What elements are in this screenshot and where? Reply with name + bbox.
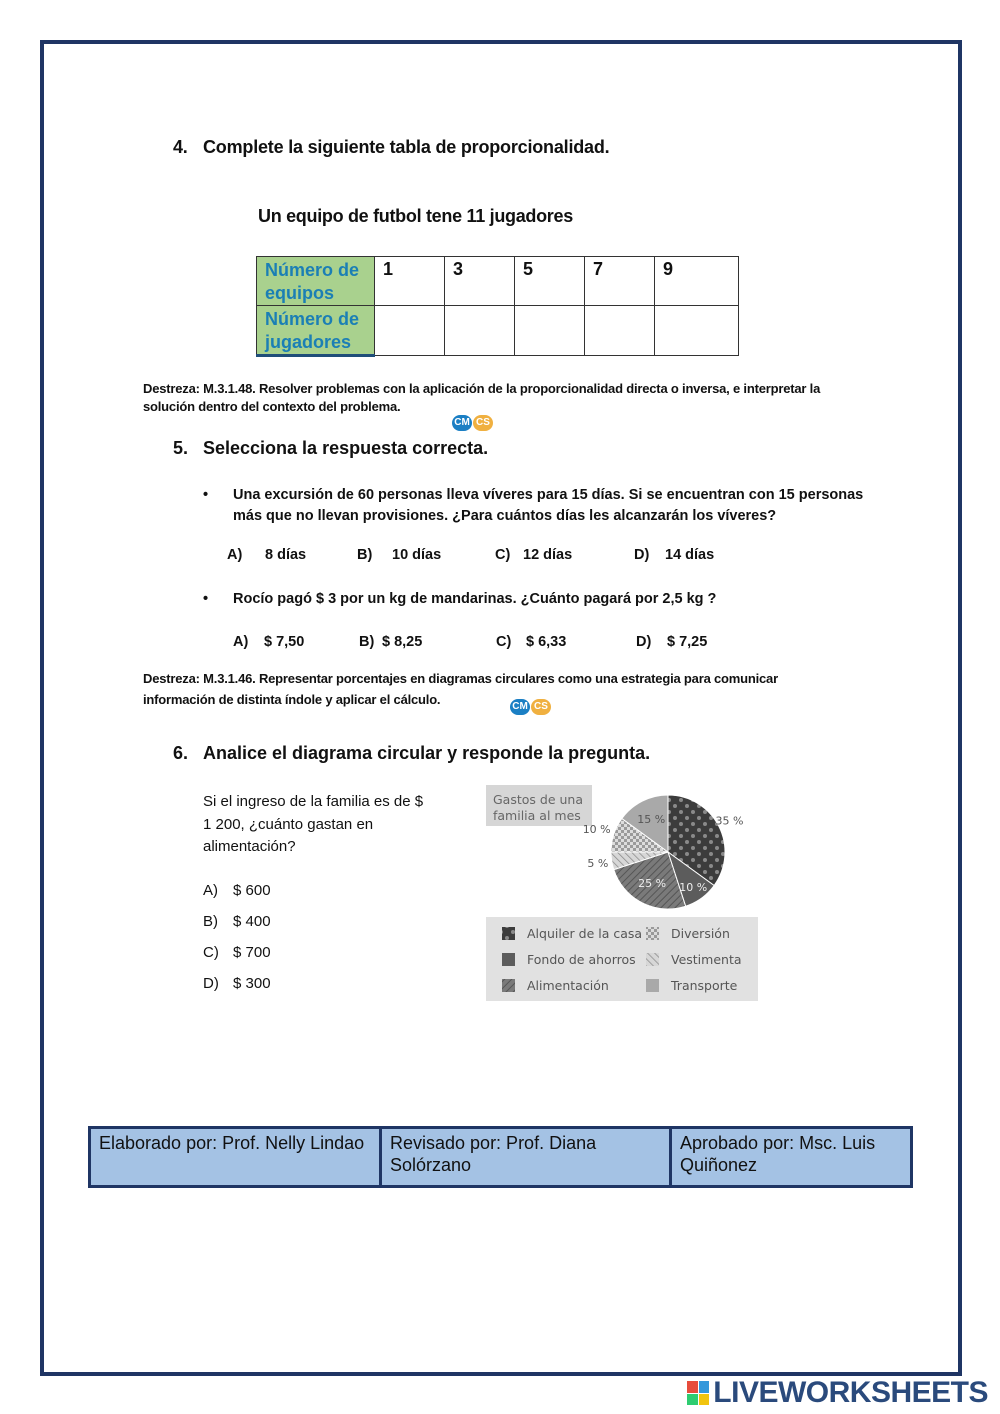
question-5-options-2 [0, 634, 1000, 654]
question-6-option-d[interactable]: D) $ 300 [203, 975, 271, 992]
question-5-item-1: • Una excursión de 60 personas lleva víveres para 15 días. Si se encuentran con 15 personas más que no llevan provisiones. ¿Para cuántos días les alcanzarán los víveres? [203, 487, 864, 524]
question-6-option-c[interactable]: C) $ 700 [203, 944, 271, 961]
competency-badges [452, 412, 493, 431]
option-a[interactable]: 8 días [265, 547, 307, 563]
question-6-title: 6. Analice el diagrama circular y responde la pregunta. [173, 743, 651, 763]
option-letter: C) [495, 547, 511, 563]
cs-badge: CS [473, 415, 493, 431]
row-header-equipos: Número de equipos [257, 257, 375, 306]
table-row [257, 306, 739, 356]
question-6-option-b[interactable]: B) $ 400 [203, 913, 271, 930]
destreza-2: Destreza: M.3.1.46. Representar porcentajes en diagramas circulares como una estrategia para comunicar información de distinta índole y aplicar el cálculo. [143, 671, 778, 707]
pie-label: 10 % [582, 822, 611, 836]
answer-cell[interactable] [585, 306, 655, 356]
option-letter: C) [496, 634, 512, 650]
legend-label: Diversión [671, 926, 730, 941]
question-4-subtitle: Un equipo de futbol tene 11 jugadores [258, 206, 573, 226]
legend-swatch [502, 979, 515, 992]
proportion-table [256, 256, 739, 357]
liveworksheets-logo: LIVEWORKSHEETS [687, 1376, 988, 1410]
answer-cell[interactable] [655, 306, 739, 356]
option-letter: A) [227, 547, 243, 563]
liveworksheets-icon [687, 1381, 709, 1405]
bullet-icon: • [203, 487, 209, 503]
answer-cell[interactable] [515, 306, 585, 356]
competency-badges [510, 696, 551, 715]
option-letter: D) [634, 547, 650, 563]
legend-label: Fondo de ahorros [527, 952, 636, 967]
legend-label: Vestimenta [671, 952, 742, 967]
legend-label: Alquiler de la casa [527, 926, 643, 941]
option-letter: B) [357, 547, 373, 563]
pie-chart [486, 785, 758, 1001]
chart-title-line: familia al mes [493, 808, 581, 823]
option-letter: B) [359, 634, 375, 650]
question-4-title: 4. Complete la siguiente tabla de proporcionalidad. [173, 137, 610, 157]
option-c[interactable]: 12 días [523, 547, 573, 563]
legend-swatch [502, 953, 515, 966]
legend-swatch [646, 927, 659, 940]
chart-title-line: Gastos de una [493, 792, 583, 807]
destreza-1: Destreza: M.3.1.48. Resolver problemas con la aplicación de la proporcionalidad directa o inversa, e interpretar la solución dentro del contexto del problema. [143, 381, 821, 414]
option-b[interactable]: $ 8,25 [382, 634, 423, 650]
pie-label: 5 % [587, 857, 609, 871]
table-cell: 9 [655, 257, 739, 306]
legend-label: Alimentación [527, 978, 609, 993]
elaborado-cell: Elaborado por: Prof. Nelly Lindao [91, 1129, 382, 1185]
option-letter: A) [233, 634, 249, 650]
table-cell: 5 [515, 257, 585, 306]
pie-label: 35 % [715, 814, 744, 828]
question-5-title: 5. Selecciona la respuesta correcta. [173, 438, 489, 458]
question-5-item-2: • Rocío pagó $ 3 por un kg de mandarinas. ¿Cuánto pagará por 2,5 kg ? [233, 589, 873, 610]
legend-swatch [646, 979, 659, 992]
table-cell: 7 [585, 257, 655, 306]
pie-label: 25 % [638, 877, 667, 891]
option-d[interactable]: 14 días [665, 547, 715, 563]
aprobado-cell: Aprobado por: Msc. Luis Quiñonez [680, 1133, 876, 1175]
question-6-text: Si el ingreso de la familia es de $ 1 200, ¿cuánto gastan en alimentación? [203, 793, 424, 855]
revisado-cell: Revisado por: Prof. Diana Solórzano [382, 1129, 672, 1185]
question-5-options-1 [0, 547, 1000, 567]
legend-swatch [646, 953, 659, 966]
answer-cell[interactable] [445, 306, 515, 356]
table-cell: 1 [375, 257, 445, 306]
option-a[interactable]: $ 7,50 [264, 634, 305, 650]
footer-signatures [88, 1126, 913, 1188]
option-b[interactable]: 10 días [392, 547, 442, 563]
legend-swatch [502, 927, 515, 940]
cm-badge: CM [452, 415, 472, 431]
question-6-option-a[interactable]: A) $ 600 [203, 882, 271, 899]
table-row [257, 257, 739, 306]
cs-badge: CS [531, 699, 551, 715]
pie-label: 10 % [679, 880, 708, 894]
table-cell: 3 [445, 257, 515, 306]
row-header-jugadores: Número de jugadores [257, 306, 375, 356]
answer-cell[interactable] [375, 306, 445, 356]
option-c[interactable]: $ 6,33 [526, 634, 567, 650]
option-d[interactable]: $ 7,25 [667, 634, 708, 650]
option-letter: D) [636, 634, 652, 650]
bullet-icon: • [203, 591, 209, 607]
pie-label: 15 % [637, 813, 666, 827]
cm-badge: CM [510, 699, 530, 715]
legend-label: Transporte [671, 978, 738, 993]
